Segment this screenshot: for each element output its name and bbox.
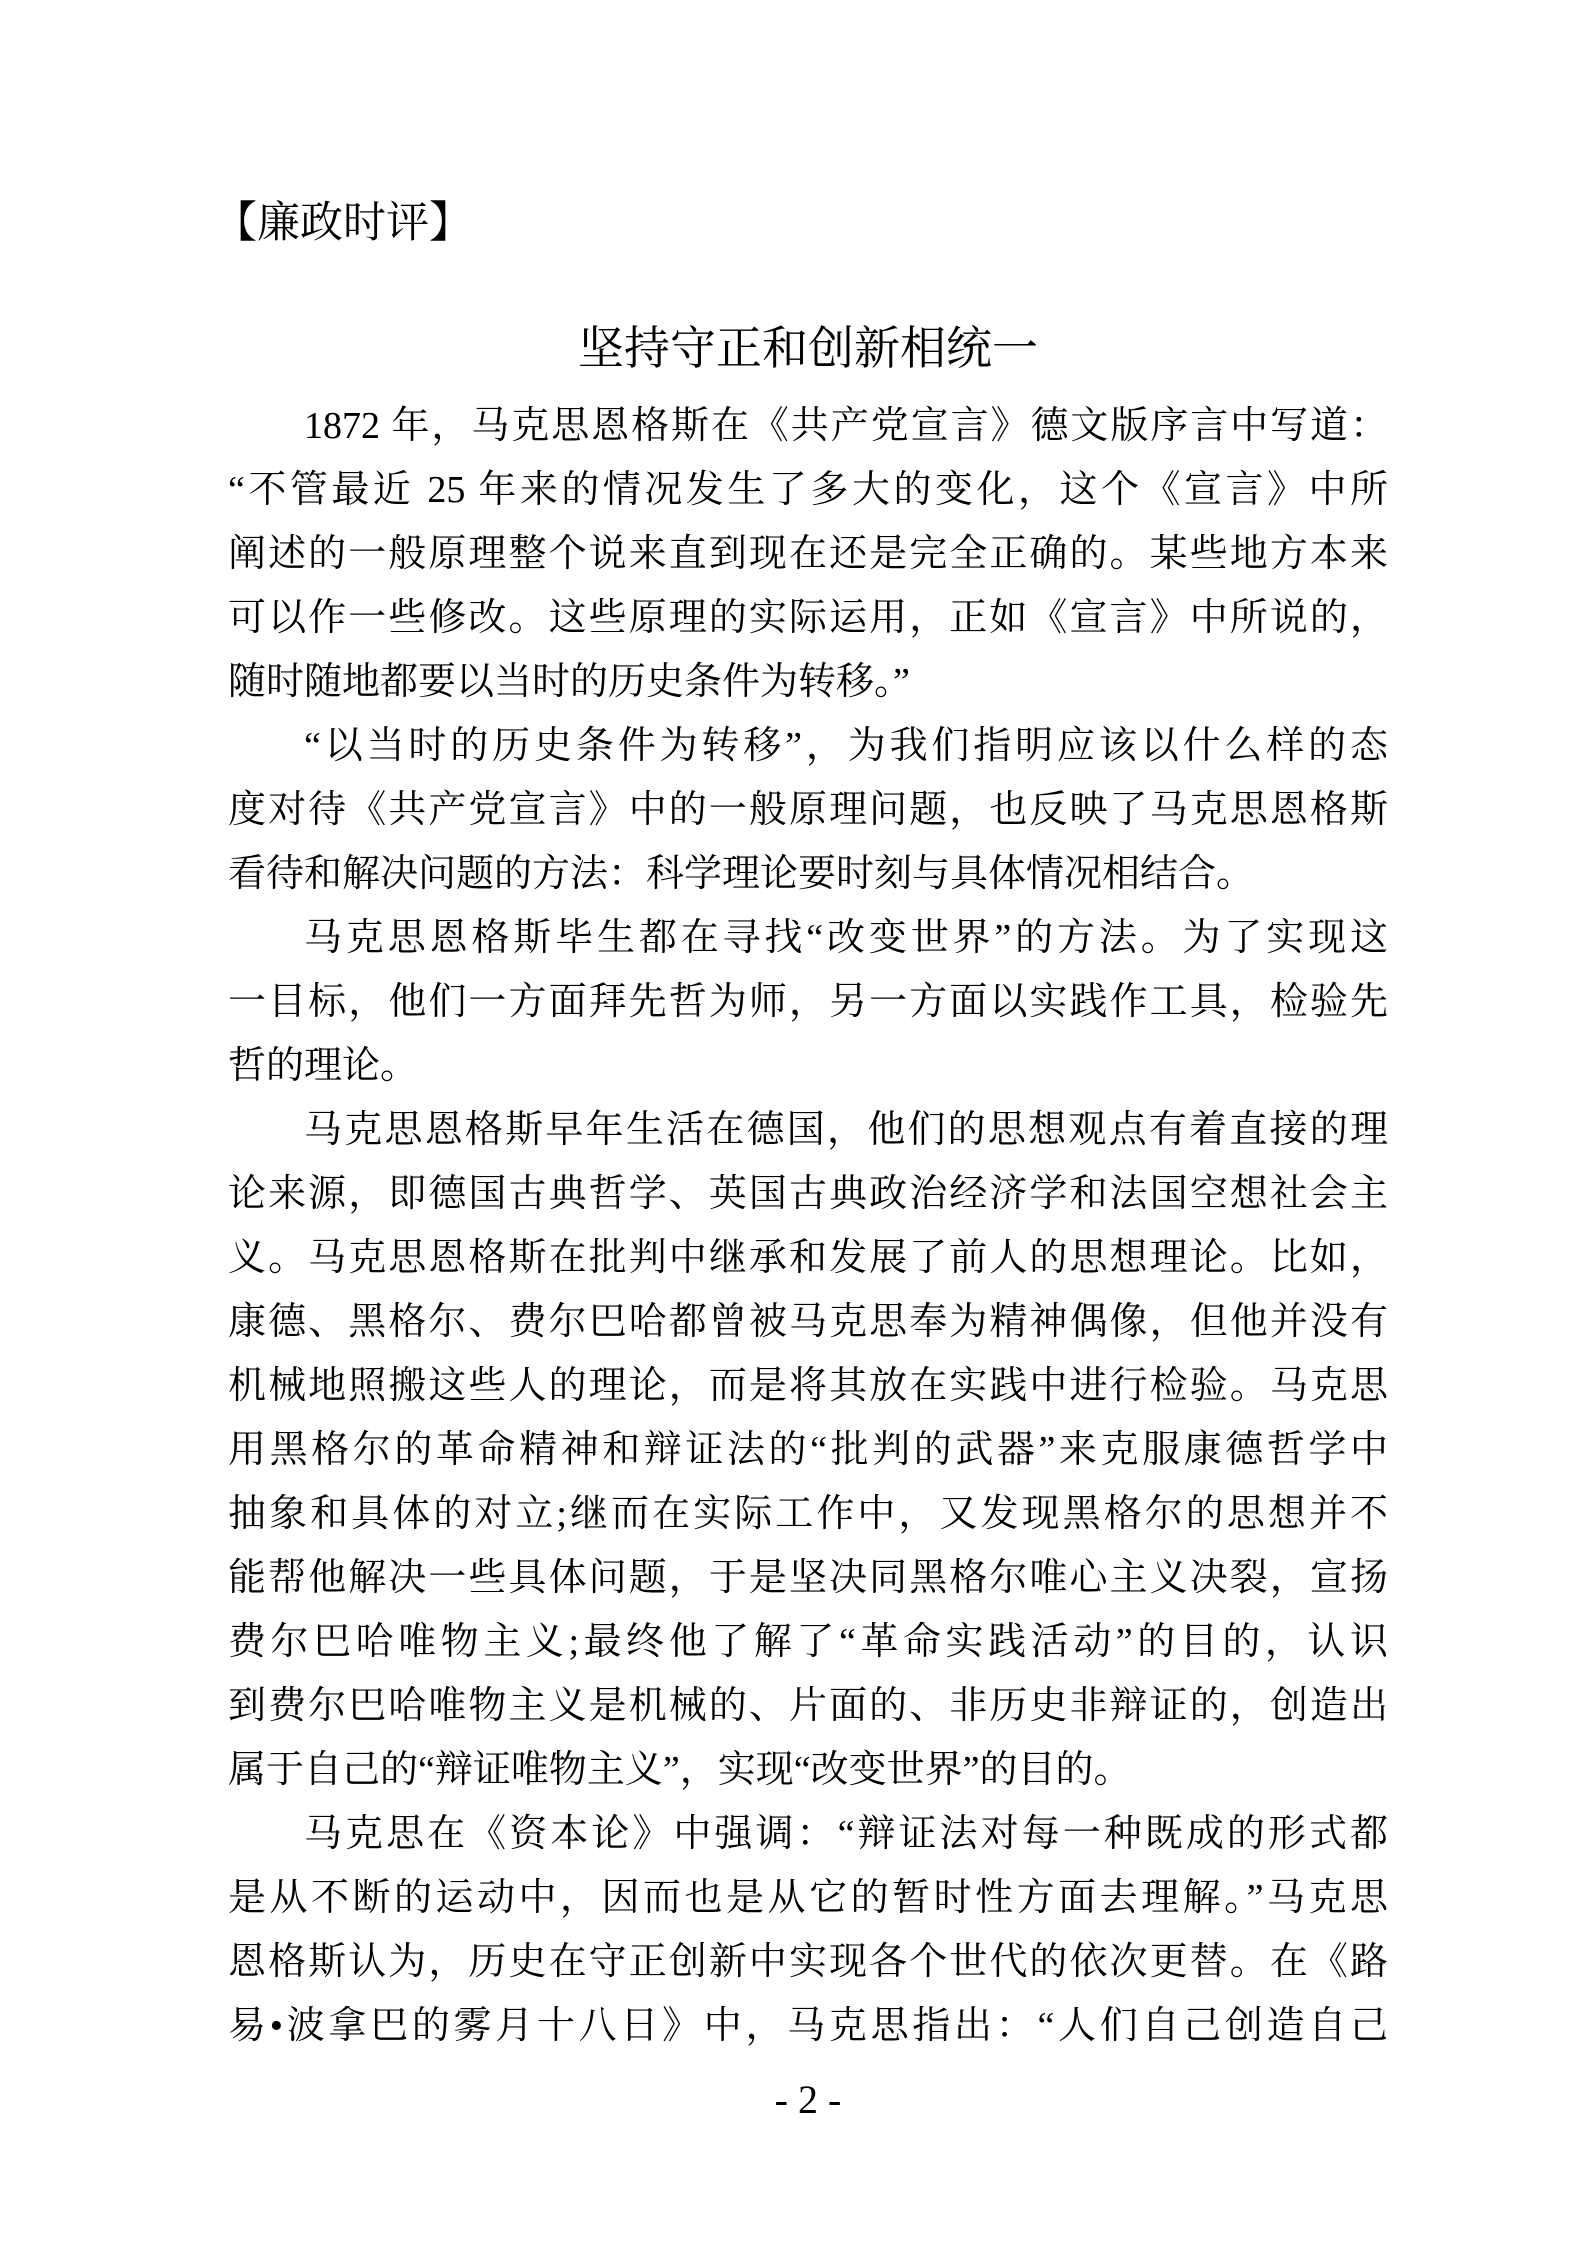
text-line: 一目标，他们一方面拜先哲为师，另一方面以实践作工具，检验先 [228, 981, 1388, 1023]
text-line: “不管最近 25 年来的情况发生了多大的变化，这个《宣言》中所 [228, 469, 1388, 511]
text-line: 义。马克思恩格斯在批判中继承和发展了前人的思想理论。比如， [228, 1237, 1388, 1279]
text-line: 能帮他解决一些具体问题，于是坚决同黑格尔唯心主义决裂，宣扬 [228, 1557, 1388, 1599]
paragraph [228, 1098, 1388, 1802]
text-line: 恩格斯认为，历史在守正创新中实现各个世代的依次更替。在《路 [228, 1941, 1388, 1983]
paragraph [228, 714, 1388, 906]
text-line: 机械地照搬这些人的理论，而是将其放在实践中进行检验。马克思 [228, 1365, 1388, 1407]
text-line: 论来源，即德国古典哲学、英国古典政治经济学和法国空想社会主 [228, 1173, 1388, 1215]
page-title: 坚持守正和创新相统一 [578, 323, 1038, 374]
text-line: 属于自己的“辩证唯物主义”，实现“改变世界”的目的。 [228, 1749, 1132, 1791]
text-line: 阐述的一般原理整个说来直到现在还是完全正确的。某些地方本来 [228, 533, 1388, 575]
text-line: 易•波拿巴的雾月十八日》中，马克思指出：“人们自己创造自己 [228, 2005, 1388, 2047]
paragraph [228, 1802, 1388, 2058]
text-line: 是从不断的运动中，因而也是从它的暂时性方面去理解。”马克思 [228, 1877, 1388, 1919]
text-line: 随时随地都要以当时的历史条件为转移。” [228, 661, 910, 703]
page-number: - 2 - [774, 2077, 842, 2122]
text-line: 用黑格尔的革命精神和辩证法的“批判的武器”来克服康德哲学中 [228, 1429, 1388, 1471]
text-line: 费尔巴哈唯物主义;最终他了解了“革命实践活动”的目的，认识 [228, 1621, 1388, 1663]
text-line: 马克思恩格斯早年生活在德国，他们的思想观点有着直接的理 [304, 1109, 1388, 1151]
section-header: 【廉政时评】 [214, 200, 472, 247]
text-line: “以当时的历史条件为转移”，为我们指明应该以什么样的态 [304, 725, 1388, 767]
text-line: 马克思恩格斯毕生都在寻找“改变世界”的方法。为了实现这 [304, 917, 1388, 959]
text-line: 1872 年，马克思恩格斯在《共产党宣言》德文版序言中写道： [304, 405, 1388, 447]
paragraph [228, 906, 1388, 1098]
text-line: 马克思在《资本论》中强调：“辩证法对每一种既成的形式都 [304, 1813, 1388, 1855]
text-line: 可以作一些修改。这些原理的实际运用，正如《宣言》中所说的， [228, 597, 1388, 639]
paragraph [228, 394, 1388, 714]
text-line: 看待和解决问题的方法：科学理论要时刻与具体情况相结合。 [228, 853, 1255, 895]
text-line: 度对待《共产党宣言》中的一般原理问题，也反映了马克思恩格斯 [228, 789, 1388, 831]
document-body [228, 394, 1388, 2058]
text-line: 哲的理论。 [228, 1045, 419, 1087]
text-line: 康德、黑格尔、费尔巴哈都曾被马克思奉为精神偶像，但他并没有 [228, 1301, 1388, 1343]
text-line: 抽象和具体的对立;继而在实际工作中，又发现黑格尔的思想并不 [228, 1493, 1388, 1535]
text-line: 到费尔巴哈唯物主义是机械的、片面的、非历史非辩证的，创造出 [228, 1685, 1388, 1727]
